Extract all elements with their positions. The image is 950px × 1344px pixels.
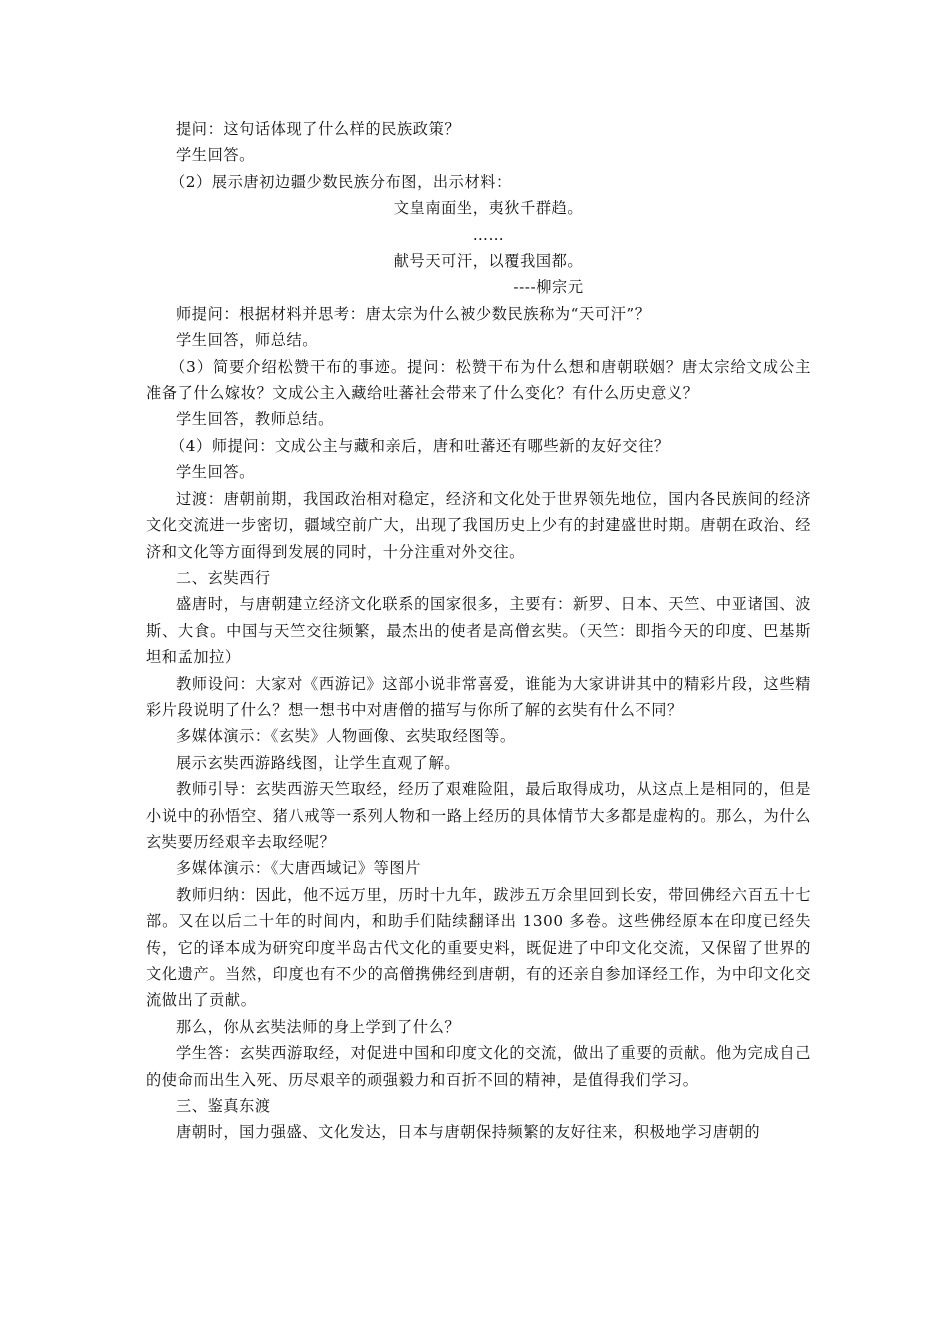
poem-line-1: 文皇南面坐，夷狄千群趋。 xyxy=(393,199,584,218)
paragraph-step-4: （4）师提问：文成公主与藏和亲后，唐和吐蕃还有哪些新的友好交往？ xyxy=(170,436,670,455)
paragraph-teacher-summary: 学生回答，教师总结。 xyxy=(176,410,334,429)
paragraph-tang-foreign-relations: 盛唐时，与唐朝建立经济文化联系的国家很多，主要有：新罗、日本、天竺、中亚诸国、波斯、大食。中国与天竺交往频繁，最杰出的使者是高僧玄奘。（天竺：即指今天的印度、巴基斯坦和孟加拉） xyxy=(146,595,811,667)
paragraph-teacher-conclusion: 教师归纳：因此，他不远万里，历时十九年，跋涉五万余里回到长安，带回佛经六百五十七部。又在以后二十年的时间内，和助手们陆续翻译出 1300 多卷。这些佛经原本在印度已经失传，它的译本成为研究印度半岛古代文化的重要史料，既促进了中印文化交流，又保留了世界的文化遗产。当然，印度也有不少的高僧携佛经到唐朝，有的还亲自参加译经工作，为中印文化交流做出了贡献。 xyxy=(146,885,811,1010)
paragraph-teacher-question: 师提问：根据材料并思考：唐太宗为什么被少数民族称为“天可汗”？ xyxy=(176,304,651,323)
section-heading-jianzhen: 三、鉴真东渡 xyxy=(176,1097,271,1116)
paragraph-route-map: 展示玄奘西游路线图，让学生直观了解。 xyxy=(176,753,461,772)
poem-author: ----柳宗元 xyxy=(513,278,584,297)
paragraph-teacher-guide: 教师引导：玄奘西游天竺取经，经历了艰难险阻，最后取得成功，从这点上是相同的，但是小说中的孙悟空、猪八戒等一系列人物和一路上经历的具体情节大多都是虚构的。那么，为什么玄奘要历经艰辛去取经呢？ xyxy=(146,780,811,851)
paragraph-tang-japan: 唐朝时，国力强盛、文化发达，日本与唐朝保持频繁的友好往来，积极地学习唐朝的 xyxy=(176,1123,761,1142)
paragraph-journey-west-question: 教师设问：大家对《西游记》这部小说非常喜爱，谁能为大家讲讲其中的精彩片段，这些精彩片段说明了什么？想一想书中对唐僧的描写与你所了解的玄奘有什么不同？ xyxy=(146,674,811,719)
paragraph-student-answer-2: 学生回答。 xyxy=(176,463,255,482)
paragraph-lesson-question: 那么，你从玄奘法师的身上学到了什么？ xyxy=(176,1017,461,1036)
paragraph-multimedia-1: 多媒体演示：《玄奘》人物画像、玄奘取经图等。 xyxy=(176,727,516,746)
paragraph-student-answer-summary: 学生回答，师总结。 xyxy=(176,331,319,350)
document-page xyxy=(146,116,811,1146)
section-heading-xuanzang: 二、玄奘西行 xyxy=(176,568,271,587)
paragraph-multimedia-2: 多媒体演示：《大唐西域记》等图片 xyxy=(176,859,421,878)
paragraph-student-response: 学生答：玄奘西游取经，对促进中国和印度文化的交流，做出了重要的贡献。他为完成自己的使命而出生入死、历尽艰辛的顽强毅力和百折不回的精神，是值得我们学习。 xyxy=(146,1044,811,1089)
paragraph-transition: 过渡：唐朝前期，我国政治相对稳定，经济和文化处于世界领先地位，国内各民族间的经济文化交流进一步密切，疆域空前广大，出现了我国历史上少有的封建盛世时期。唐朝在政治、经济和文化等方面得到发展的同时，十分注重对外交往。 xyxy=(146,489,811,561)
paragraph-student-answer: 学生回答。 xyxy=(176,146,255,165)
poem-ellipsis: …… xyxy=(472,225,505,244)
paragraph-step-3: （3）简要介绍松赞干布的事迹。提问：松赞干布为什么想和唐朝联姻？唐太宗给文成公主准备了什么嫁妆？文成公主入藏给吐蕃社会带来了什么变化？有什么历史意义？ xyxy=(146,357,811,403)
poem-line-2: 献号天可汗，以覆我国都。 xyxy=(393,252,584,271)
paragraph-step-2: （2）展示唐初边疆少数民族分布图，出示材料： xyxy=(170,172,512,191)
paragraph-question-policy: 提问：这句话体现了什么样的民族政策？ xyxy=(176,120,461,138)
